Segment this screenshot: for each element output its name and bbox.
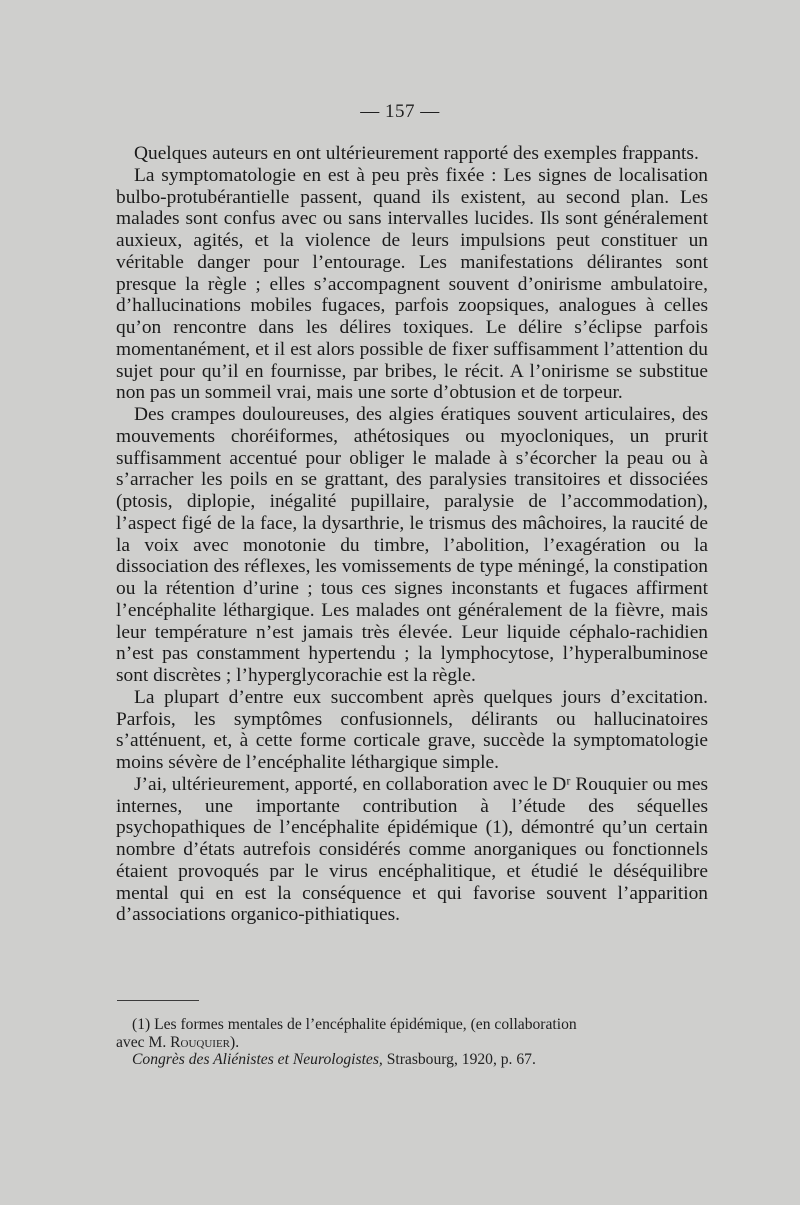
paragraph-2: La symptomatologie en est à peu près fixée : Les signes de localisation bulbo-protubérantielle passent, quand ils existent, au second plan. Les malades sont confus avec ou sans intervalles lucides. Ils sont généralement auxieux, agités, et la violence de leurs impulsions peut constituer un véritable danger pour l’entourage. Les manifestations délirantes sont presque la règle ; elles s’accompagnent souvent d’onirisme ambulatoire, d’hallucinations mobiles fugaces, parfois zoopsiques, analogues à celles qu’on rencontre dans les délires toxiques. Le délire s’éclipse parfois momentanément, et il est alors possible de fixer suffisamment l’attention du sujet pour qu’il en fournisse, par bribes, le récit. A l’onirisme se substitue non pas un sommeil vrai, mais une sorte d’obtusion et de torpeur. (116, 164, 708, 404)
footnote-line-1: (1) Les formes mentales de l’encéphalite épidémique, (en collaboration (132, 1016, 577, 1033)
paragraph-5: J’ai, ultérieurement, apporté, en collaboration avec le Dʳ Rouquier ou mes internes, une importante contribution à l’étude des séquelles psychopathiques de l’encéphalite épidémique (1), démontré qu’un certain nombre d’états autrefois considérés comme anorganiques ou fonctionnels étaient provoqués par le virus encéphalitique, et étudié le déséquilibre mental qui en est la conséquence et qui favorise souvent l’apparition d’associations organico-pithiatiques. (116, 773, 708, 926)
paragraph-4: La plupart d’entre eux succombent après quelques jours d’excitation. Parfois, les symptômes confusionnels, délirants ou hallucinatoires s’atténuent, et, à cette forme corticale grave, succède la symptomatologie moins sévère de l’encéphalite léthargique simple. (116, 686, 708, 773)
footnote-divider (117, 1000, 199, 1001)
footnote (116, 1016, 708, 1069)
paragraph-3: Des crampes douloureuses, des algies ératiques souvent articulaires, des mouvements choréiformes, athétosiques ou myocloniques, un prurit suffisamment accentué pour obliger le malade à s’écorcher la peau ou à s’arracher les poils en se grattant, des paralysies transitoires et dissociées (ptosis, diplopie, inégalité pupillaire, paralysie de l’accommodation), l’aspect figé de la face, la dysarthrie, le trismus des mâchoires, la raucité de la voix avec monotonie du timbre, l’abolition, l’exagération ou la dissociation des réflexes, les vomissements de type méningé, la constipation ou la rétention d’urine ; tous ces signes inconstants et fugaces affirment l’encéphalite léthargique. Les malades ont généralement de la fièvre, mais leur température n’est jamais très élevée. Leur liquide céphalo-rachidien n’est pas constamment hypertendu ; la lymphocytose, l’hyperalbuminose sont discrètes ; l’hyperglycorachie est la règle. (116, 404, 708, 686)
footnote-author: Rouquier (170, 1033, 231, 1051)
main-text (116, 143, 708, 926)
footnote-close: ). (230, 1033, 240, 1051)
footnote-line-3 (116, 1051, 708, 1069)
footnote-source-details: Strasbourg, 1920, p. 67. (382, 1051, 536, 1068)
footnote-avec: avec M. (116, 1033, 171, 1051)
paragraph-1: Quelques auteurs en ont ultérieurement rapporté des exemples frappants. (134, 143, 699, 164)
footnote-source-title: Congrès des Aliénistes et Neurologistes, (132, 1051, 383, 1068)
page-number: — 157 — (360, 101, 440, 122)
footnote-line-2 (116, 1034, 708, 1052)
